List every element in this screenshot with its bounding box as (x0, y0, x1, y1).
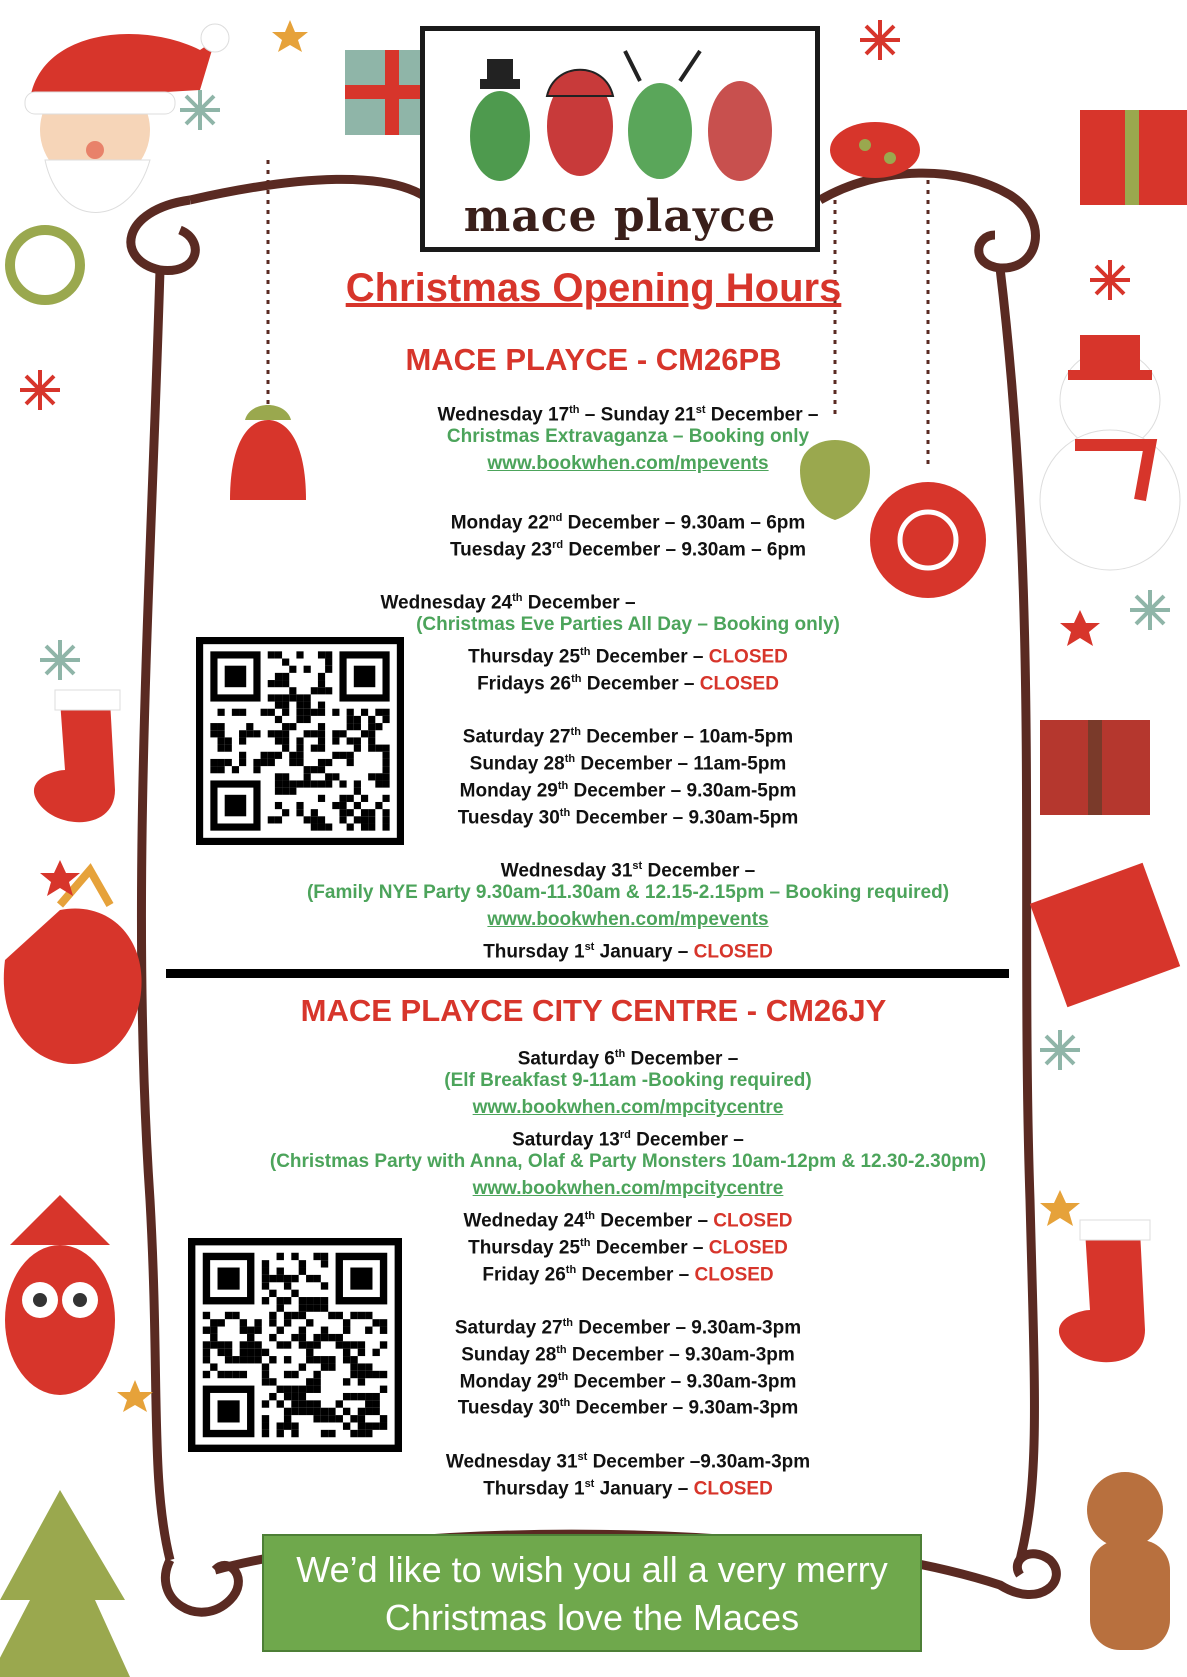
booking-link[interactable]: www.bookwhen.com/mpcitycentre (472, 1097, 784, 1118)
logo (420, 26, 820, 252)
logo-wordmark: mace playce (463, 191, 777, 242)
qr-code-cm26pb[interactable] (196, 637, 404, 845)
greeting-line-1: We’d like to wish you all a very merry (296, 1549, 888, 1590)
greeting-banner (262, 1534, 922, 1652)
event-note: (Christmas Party with Anna, Olaf & Party Monsters 10am-12pm & 12.30-2.30pm) (269, 1151, 987, 1172)
schedule-line: Monday 22nd December – 9.30am – 6pm (450, 512, 806, 534)
schedule-line: Thursday 1st January – CLOSED (483, 941, 773, 963)
venue-heading-cm26jy: MACE PLAYCE CITY CENTRE - CM26JY (300, 993, 887, 1028)
schedule-line: Fridays 26th December – CLOSED (477, 673, 779, 695)
schedule-line: Friday 26th December – CLOSED (482, 1264, 774, 1286)
schedule-line: Monday 29th December – 9.30am-3pm (459, 1371, 797, 1393)
candy-decoration (830, 122, 920, 178)
tree-decoration (0, 1490, 130, 1677)
schedule-line: Wednesday 31st December – (500, 860, 756, 882)
venue-heading-cm26pb: MACE PLAYCE - CM26PB (405, 342, 782, 377)
schedule-line: Saturday 27th December – 10am-5pm (462, 726, 794, 748)
schedule-line: Tuesday 30th December – 9.30am-3pm (457, 1397, 799, 1419)
schedule-line: Saturday 6th December – (517, 1048, 739, 1070)
event-note: (Elf Breakfast 9-11am -Booking required) (444, 1070, 812, 1091)
schedule-line: Wednesday 24th December – (380, 592, 636, 614)
schedule-line: Wednesday 31st December –9.30am-3pm (445, 1451, 811, 1473)
schedule-line: Saturday 13rd December – (512, 1129, 744, 1151)
qr-code-cm26jy[interactable] (188, 1238, 402, 1452)
event-note: Christmas Extravaganza – Booking only (446, 426, 810, 447)
schedule-line: Wednesday 17th – Sunday 21st December – (437, 404, 819, 426)
schedule-line: Saturday 27th December – 9.30am-3pm (454, 1317, 802, 1339)
qr-code-icon (196, 637, 404, 845)
booking-link[interactable]: www.bookwhen.com/mpevents (487, 909, 769, 930)
qr-code-icon (188, 1238, 402, 1452)
page-title: Christmas Opening Hours (345, 266, 842, 310)
booking-link[interactable]: www.bookwhen.com/mpcitycentre (472, 1178, 784, 1199)
greeting-line-2: Christmas love the Maces (384, 1597, 800, 1638)
event-note: (Family NYE Party 9.30am-11.30am & 12.15-2.15pm – Booking required) (306, 882, 950, 903)
schedule-line: Sunday 28th December – 11am-5pm (469, 753, 787, 775)
schedule-line: Thursday 1st January – CLOSED (483, 1478, 773, 1500)
booking-link[interactable]: www.bookwhen.com/mpevents (487, 453, 769, 474)
schedule-line: Thursday 25th December – CLOSED (468, 1237, 788, 1259)
section-divider (166, 969, 1009, 978)
schedule-line: Thursday 25th December – CLOSED (468, 646, 788, 668)
event-note: (Christmas Eve Parties All Day – Booking only) (416, 614, 840, 635)
fingerprint-characters-icon (455, 41, 785, 186)
schedule-line: Monday 29th December – 9.30am-5pm (459, 780, 797, 802)
schedule-line: Tuesday 23rd December – 9.30am – 6pm (449, 539, 806, 561)
schedule-line: Wedneday 24th December – CLOSED (463, 1210, 793, 1232)
schedule-line: Tuesday 30th December – 9.30am-5pm (457, 807, 799, 829)
present-right-top (1080, 110, 1187, 205)
schedule-line: Sunday 28th December – 9.30am-3pm (461, 1344, 795, 1366)
